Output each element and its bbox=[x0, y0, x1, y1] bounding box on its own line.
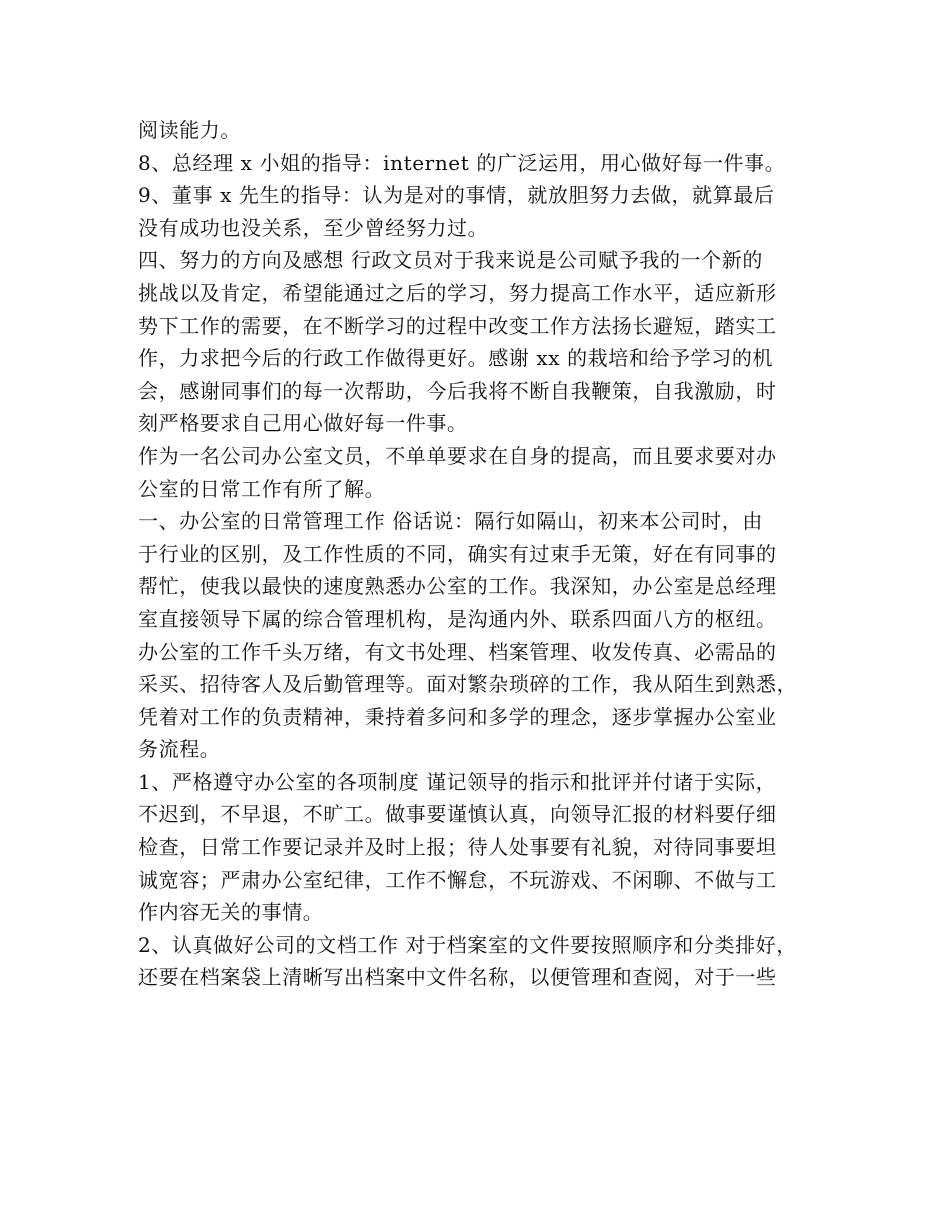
text-line: 作，力求把今后的行政工作做得更好。感谢 xx 的栽培和给予学习的机 bbox=[138, 346, 774, 371]
text-line: 室直接领导下属的综合管理机构，是沟通内外、联系四面八方的枢纽。 bbox=[138, 606, 777, 631]
text-line: 采买、招待客人及后勤管理等。面对繁杂琐碎的工作，我从陌生到熟悉， bbox=[138, 672, 798, 697]
text-line: 作内容无关的事情。 bbox=[138, 900, 324, 925]
text-line: 检查，日常工作要记录并及时上报；待人处事要有礼貌，对待同事要坦 bbox=[138, 835, 777, 860]
text-line: 阅读能力。 bbox=[138, 118, 241, 142]
text-line: 势下工作的需要，在不断学习的过程中改变工作方法扬长避短，踏实工 bbox=[138, 313, 777, 338]
text-line: 2、认真做好公司的文档工作 对于档案室的文件要按照顺序和分类排好， bbox=[138, 932, 797, 957]
text-line: 没有成功也没关系，至少曾经努力过。 bbox=[138, 215, 489, 240]
text-line: 公室的日常工作有所了解。 bbox=[138, 476, 386, 501]
text-line: 凭着对工作的负责精神，秉持着多问和多学的理念，逐步掌握办公室业 bbox=[138, 704, 777, 729]
text-line: 办公室的工作千头万绪，有文书处理、档案管理、收发传真、必需品的 bbox=[138, 639, 777, 664]
text-line: 一、办公室的日常管理工作 俗话说：隔行如隔山，初来本公司时，由 bbox=[138, 509, 763, 534]
text-line: 务流程。 bbox=[138, 737, 221, 762]
text-line: 帮忙，使我以最快的速度熟悉办公室的工作。我深知，办公室是总经理 bbox=[138, 574, 777, 599]
document-body bbox=[138, 114, 828, 994]
text-line: 不迟到，不早退，不旷工。做事要谨慎认真，向领导汇报的材料要仔细 bbox=[138, 802, 777, 827]
text-line: 1、严格遵守办公室的各项制度 谨记领导的指示和批评并付诸于实际， bbox=[138, 769, 777, 794]
text-line: 刻严格要求自己用心做好每一件事。 bbox=[138, 411, 468, 436]
text-line: 四、努力的方向及感想 行政文员对于我来说是公司赋予我的一个新的 bbox=[138, 248, 763, 273]
text-line: 还要在档案袋上清晰写出档案中文件名称，以便管理和查阅，对于一些 bbox=[138, 965, 777, 990]
text-line: 挑战以及肯定，希望能通过之后的学习，努力提高工作水平，适应新形 bbox=[138, 280, 777, 305]
text-line: 诚宽容；严肃办公室纪律，工作不懈怠，不玩游戏、不闲聊、不做与工 bbox=[138, 867, 777, 892]
text-line: 作为一名公司办公室文员，不单单要求在自身的提高，而且要求要对办 bbox=[138, 443, 777, 468]
text-line: 会，感谢同事们的每一次帮助，今后我将不断自我鞭策，自我激励，时 bbox=[138, 378, 777, 403]
text-line: 9、董事 x 先生的指导：认为是对的事情，就放胆努力去做，就算最后 bbox=[138, 183, 775, 208]
text-line: 于行业的区别，及工作性质的不同，确实有过束手无策，好在有同事的 bbox=[138, 541, 777, 566]
text-line: 8、总经理 x 小姐的指导：internet 的广泛运用，用心做好每一件事。 bbox=[138, 150, 786, 175]
